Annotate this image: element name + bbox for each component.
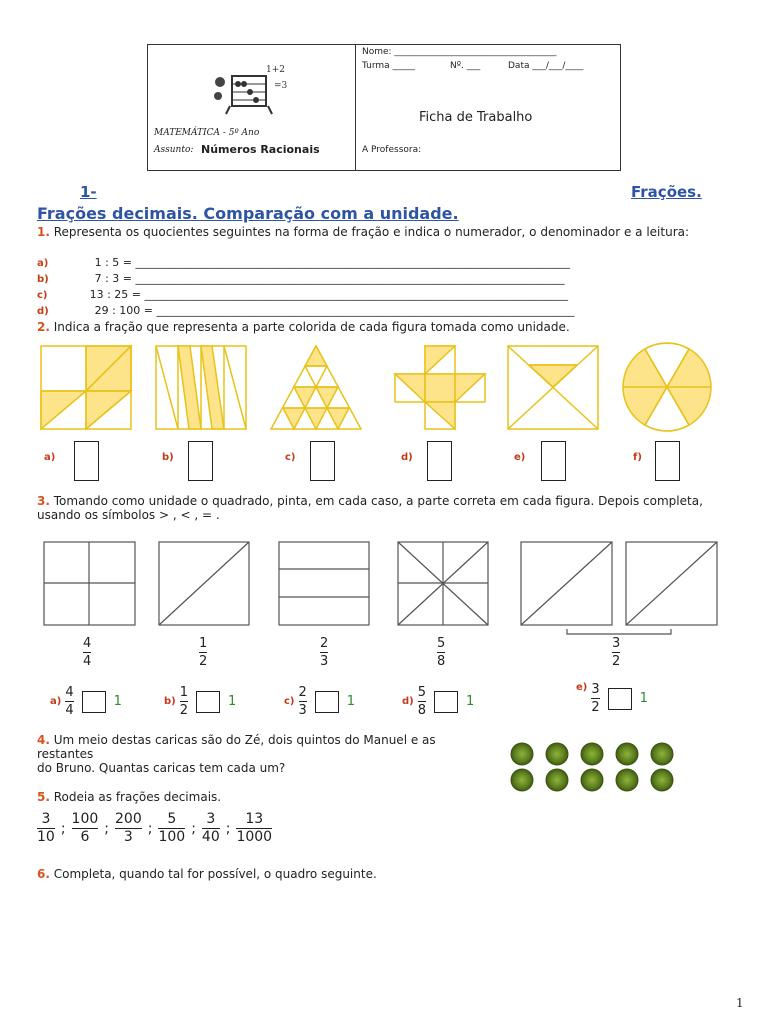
carica-icon xyxy=(511,769,533,791)
q5-fraction[interactable]: $\frac{100}{6}$ xyxy=(71,811,99,845)
carica-icon xyxy=(546,743,568,765)
figure-a xyxy=(41,346,131,429)
q3-number: 3. xyxy=(37,494,50,508)
compare-box[interactable] xyxy=(608,688,632,710)
q2-number: 2. xyxy=(37,320,50,334)
header-divider xyxy=(355,44,356,171)
q2-answer-d[interactable] xyxy=(427,441,452,481)
q2-statement xyxy=(37,320,570,334)
q1-statement xyxy=(37,225,737,239)
professora-label: A Professora: xyxy=(362,145,422,155)
q5-fraction[interactable]: $\frac{3}{40}$ xyxy=(201,811,220,845)
date-field[interactable]: Data ___/___/____ xyxy=(508,61,584,71)
q3-compare-e: e) $\frac{3}{2}$ 1 xyxy=(576,682,648,715)
q4-text-1: Um meio destas caricas são do Zé, dois quintos do Manuel e as restantes xyxy=(37,733,436,761)
carica-icon xyxy=(511,743,533,765)
q2-label-f: f) xyxy=(633,452,642,463)
q2-label-d: d) xyxy=(401,452,413,463)
q2-answer-c[interactable] xyxy=(310,441,335,481)
q1-item-a: a) 1 : 5 = _______________________________________________________________________________ xyxy=(37,256,570,269)
q3-compare-a: a) $\frac{4}{4}$ 1 xyxy=(50,685,122,718)
q3-square-eighths xyxy=(398,542,488,625)
q3-compare-c: c) $\frac{2}{3}$ 1 xyxy=(284,685,356,718)
q3-fraction-3: 2 3 xyxy=(320,636,329,669)
q3-compare-d: d) $\frac{5}{8}$ 1 xyxy=(402,685,475,718)
q3-square-pair-1 xyxy=(521,542,612,625)
carica-icon xyxy=(546,769,568,791)
q1-item-b: b) 7 : 3 = ______________________________________________________________________________ xyxy=(37,272,565,285)
q2-answer-b[interactable] xyxy=(188,441,213,481)
q3-square-quarters xyxy=(44,542,135,625)
q3-text-1: Tomando como unidade o quadrado, pinta, em cada caso, a parte correta em cada figura. Depois completa, xyxy=(53,494,703,508)
section-subtitle: Frações decimais. Comparação com a unidade. xyxy=(37,204,459,223)
q5-fractions: $\frac{3}{10}$ ; $\frac{100}{6}$ ; $\frac{200}{3}$ ; $\frac{5}{100}$ ; $\frac{3}{40}$ ; $\frac{13}{1000}$ xyxy=(37,811,273,845)
page-number: 1 xyxy=(736,996,744,1010)
q2-answer-f[interactable] xyxy=(655,441,680,481)
assunto-value: Números Racionais xyxy=(201,143,320,156)
q5-fraction[interactable]: $\frac{5}{100}$ xyxy=(158,811,186,845)
q2-answer-e[interactable] xyxy=(541,441,566,481)
carica-icon xyxy=(616,769,638,791)
compare-box[interactable] xyxy=(434,691,458,713)
subject-line: MATEMÁTICA - 5º Ano xyxy=(154,128,260,138)
q3-square-diagonal xyxy=(159,542,249,625)
q1-items xyxy=(37,255,575,319)
q5-statement xyxy=(37,790,221,804)
q1-item-d: d) 29 : 100 = ____________________________________________________________________________ xyxy=(37,304,575,317)
section-number: 1- xyxy=(80,183,97,201)
q2-label-b: b) xyxy=(162,452,174,463)
compare-box[interactable] xyxy=(196,691,220,713)
q6-statement xyxy=(37,867,377,881)
figure-e xyxy=(508,346,598,429)
figure-b xyxy=(156,346,246,429)
q3-text-2: usando os símbolos > , < , = . xyxy=(37,508,220,522)
turma-field[interactable]: Turma _____ xyxy=(362,61,416,71)
carica-icon xyxy=(651,743,673,765)
carica-icon xyxy=(616,743,638,765)
q5-fraction[interactable]: $\frac{13}{1000}$ xyxy=(236,811,273,845)
figure-f xyxy=(623,343,711,431)
q2-answer-a[interactable] xyxy=(74,441,99,481)
q3-fraction-4: 5 8 xyxy=(437,636,446,669)
q2-label-c: c) xyxy=(285,452,296,463)
carica-icon xyxy=(581,769,603,791)
abacus-icon xyxy=(210,62,290,124)
q3-fraction-1: 4 4 xyxy=(83,636,92,669)
compare-box[interactable] xyxy=(315,691,339,713)
q1-item-c: c) 13 : 25 = _____________________________________________________________________________ xyxy=(37,288,568,301)
name-field[interactable]: Nome: ____________________________________ xyxy=(362,47,557,57)
answer-line[interactable]: _____________________________________________________________________________ xyxy=(144,288,568,301)
q6-text: Completa, quando tal for possível, o quadro seguinte. xyxy=(53,867,377,881)
q1-text: Representa os quocientes seguintes na forma de fração e indica o numerador, o denominador e a leitura: xyxy=(53,225,690,239)
compare-box[interactable] xyxy=(82,691,106,713)
svg-text:=3: =3 xyxy=(274,81,288,91)
q2-label-e: e) xyxy=(514,452,526,463)
q3-compare-b: b) $\frac{1}{2}$ 1 xyxy=(164,685,237,718)
q2-figures xyxy=(0,340,768,440)
assunto-label: Assunto: xyxy=(154,145,194,155)
sheet-title: Ficha de Trabalho xyxy=(419,110,533,125)
q5-text: Rodeia as frações decimais. xyxy=(53,790,222,804)
section-title-right: Frações. xyxy=(631,183,702,201)
carica-icon xyxy=(651,769,673,791)
carica-icon xyxy=(581,743,603,765)
q1-number: 1. xyxy=(37,225,50,239)
q3-square-thirds xyxy=(279,542,369,625)
q5-number: 5. xyxy=(37,790,50,804)
q3-bracket xyxy=(567,629,671,634)
q5-fraction[interactable]: $\frac{200}{3}$ xyxy=(115,811,142,845)
answer-line[interactable]: ____________________________________________________________________________ xyxy=(156,304,575,317)
answer-line[interactable]: _______________________________________________________________________________ xyxy=(135,256,570,269)
bottle-caps-illustration xyxy=(500,735,720,795)
q2-text: Indica a fração que representa a parte colorida de cada figura tomada como unidade. xyxy=(53,320,570,334)
q5-fraction[interactable]: $\frac{3}{10}$ xyxy=(37,811,55,845)
numero-field[interactable]: Nº. ___ xyxy=(450,61,481,71)
q3-statement xyxy=(37,494,747,522)
svg-text:1+2: 1+2 xyxy=(266,65,285,75)
q4-number: 4. xyxy=(37,733,50,747)
q3-fraction-2: 1 2 xyxy=(199,636,208,669)
figure-d xyxy=(395,346,485,429)
answer-line[interactable]: ______________________________________________________________________________ xyxy=(135,272,565,285)
q4-text-2: do Bruno. Quantas caricas tem cada um? xyxy=(37,761,286,775)
q2-label-a: a) xyxy=(44,452,56,463)
q6-number: 6. xyxy=(37,867,50,881)
q3-fraction-5: 3 2 xyxy=(612,636,621,669)
figure-c xyxy=(271,346,361,429)
q3-figures xyxy=(0,535,768,645)
q3-square-pair-2 xyxy=(626,542,717,625)
q4-statement xyxy=(37,733,477,775)
